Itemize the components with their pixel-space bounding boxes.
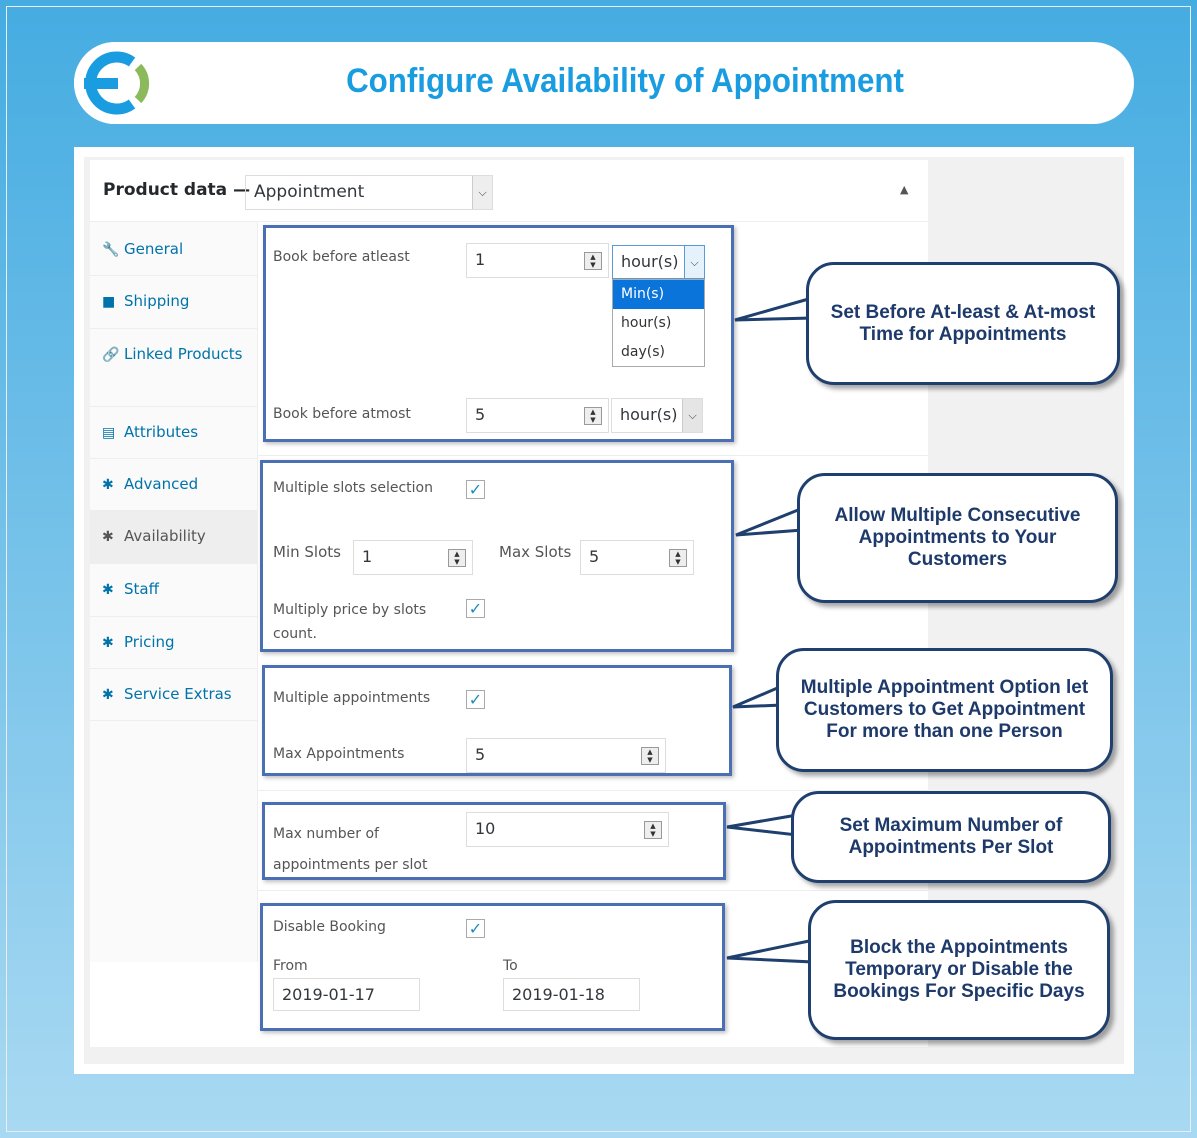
multiple-slots-checkbox[interactable]: ✓ [466, 480, 485, 499]
input-value: 5 [475, 405, 486, 424]
chevron-down-icon: ⌵ [682, 399, 702, 432]
max-slots-label: Max Slots [499, 543, 572, 561]
input-value: 2019-01-18 [512, 985, 605, 1004]
truck-icon: ■ [102, 294, 116, 310]
gear-icon: ✱ [102, 687, 114, 703]
callout-max-per-slot: Set Maximum Number of Appointments Per Slot [791, 791, 1111, 883]
tab-label: Attributes [124, 423, 199, 441]
list-icon: ▤ [102, 425, 116, 441]
collapse-toggle-icon[interactable]: ▲ [900, 183, 909, 196]
input-value: 5 [589, 547, 600, 566]
spinner-icon[interactable]: ▲ ▼ [644, 821, 662, 839]
disable-booking-label: Disable Booking [273, 919, 386, 935]
callout-multiple-slots: Allow Multiple Consecutive Appointments to Your Customers [797, 473, 1118, 603]
unit-option[interactable]: hour(s) [621, 315, 672, 331]
label-line: Max number of [273, 826, 379, 842]
spinner-icon[interactable]: ▲ ▼ [641, 747, 659, 765]
multiply-price-checkbox[interactable]: ✓ [466, 599, 485, 618]
multiple-slots-label: Multiple slots selection [273, 480, 433, 496]
tab-label: Shipping [124, 292, 190, 310]
book-before-atmost-label: Book before atmost [273, 406, 411, 422]
tab-label: Availability [124, 527, 206, 545]
gear-icon: ✱ [102, 582, 114, 598]
spinner-icon[interactable]: ▲ ▼ [584, 252, 602, 270]
disable-booking-checkbox[interactable]: ✓ [466, 919, 485, 938]
product-data-label: Product data — [103, 180, 251, 200]
input-value: 1 [362, 547, 373, 566]
tab-label: Linked Products [124, 345, 243, 363]
tab-label: Advanced [124, 475, 199, 493]
multiple-appointments-label: Multiple appointments [273, 690, 431, 706]
unit-option[interactable]: day(s) [621, 344, 665, 360]
max-appointments-label: Max Appointments [273, 746, 405, 762]
page-title: Configure Availability of Appointment [346, 62, 904, 100]
tab-label: Service Extras [124, 685, 232, 703]
tab-label: Pricing [124, 633, 175, 651]
callout-pointer [727, 815, 797, 835]
callout-multiple-appointments: Multiple Appointment Option let Customers to Get Appointment For more than one Person [776, 648, 1113, 772]
gear-icon: ✱ [102, 635, 114, 651]
callout-booking-time: Set Before At-least & At-most Time for Appointments [806, 262, 1120, 385]
label-line: appointments per slot [273, 857, 428, 873]
spinner-icon[interactable]: ▲ ▼ [584, 407, 602, 425]
tab-label: General [124, 240, 184, 258]
select-value: hour(s) [620, 405, 678, 424]
multiple-appointments-checkbox[interactable]: ✓ [466, 690, 485, 709]
wrench-icon: 🔧 [102, 242, 120, 258]
select-value: hour(s) [621, 252, 679, 271]
chevron-down-icon: ⌵ [472, 176, 492, 209]
label-line: count. [273, 626, 317, 642]
callout-disable-booking: Block the Appointments Temporary or Disable the Bookings For Specific Days [808, 900, 1110, 1040]
unit-option[interactable]: Min(s) [613, 280, 704, 309]
tab-label: Staff [124, 580, 159, 598]
gear-icon: ✱ [102, 529, 114, 545]
input-value: 10 [475, 819, 496, 838]
callout-pointer [736, 508, 803, 535]
spinner-icon[interactable]: ▲ ▼ [448, 549, 466, 567]
link-icon: 🔗 [102, 347, 120, 363]
to-label: To [503, 958, 518, 974]
gear-icon: ✱ [102, 477, 114, 493]
from-label: From [273, 958, 308, 974]
input-value: 5 [475, 745, 486, 764]
callout-pointer [735, 298, 812, 320]
min-slots-label: Min Slots [273, 543, 341, 561]
callout-pointer [727, 940, 814, 962]
product-type-value: Appointment [254, 182, 365, 202]
input-value: 2019-01-17 [282, 985, 375, 1004]
book-before-atleast-label: Book before atleast [273, 249, 410, 265]
spinner-icon[interactable]: ▲ ▼ [669, 549, 687, 567]
chevron-down-icon: ⌵ [684, 246, 704, 278]
callout-pointer [733, 686, 782, 707]
label-line: Multiply price by slots [273, 602, 427, 618]
input-value: 1 [475, 250, 486, 269]
